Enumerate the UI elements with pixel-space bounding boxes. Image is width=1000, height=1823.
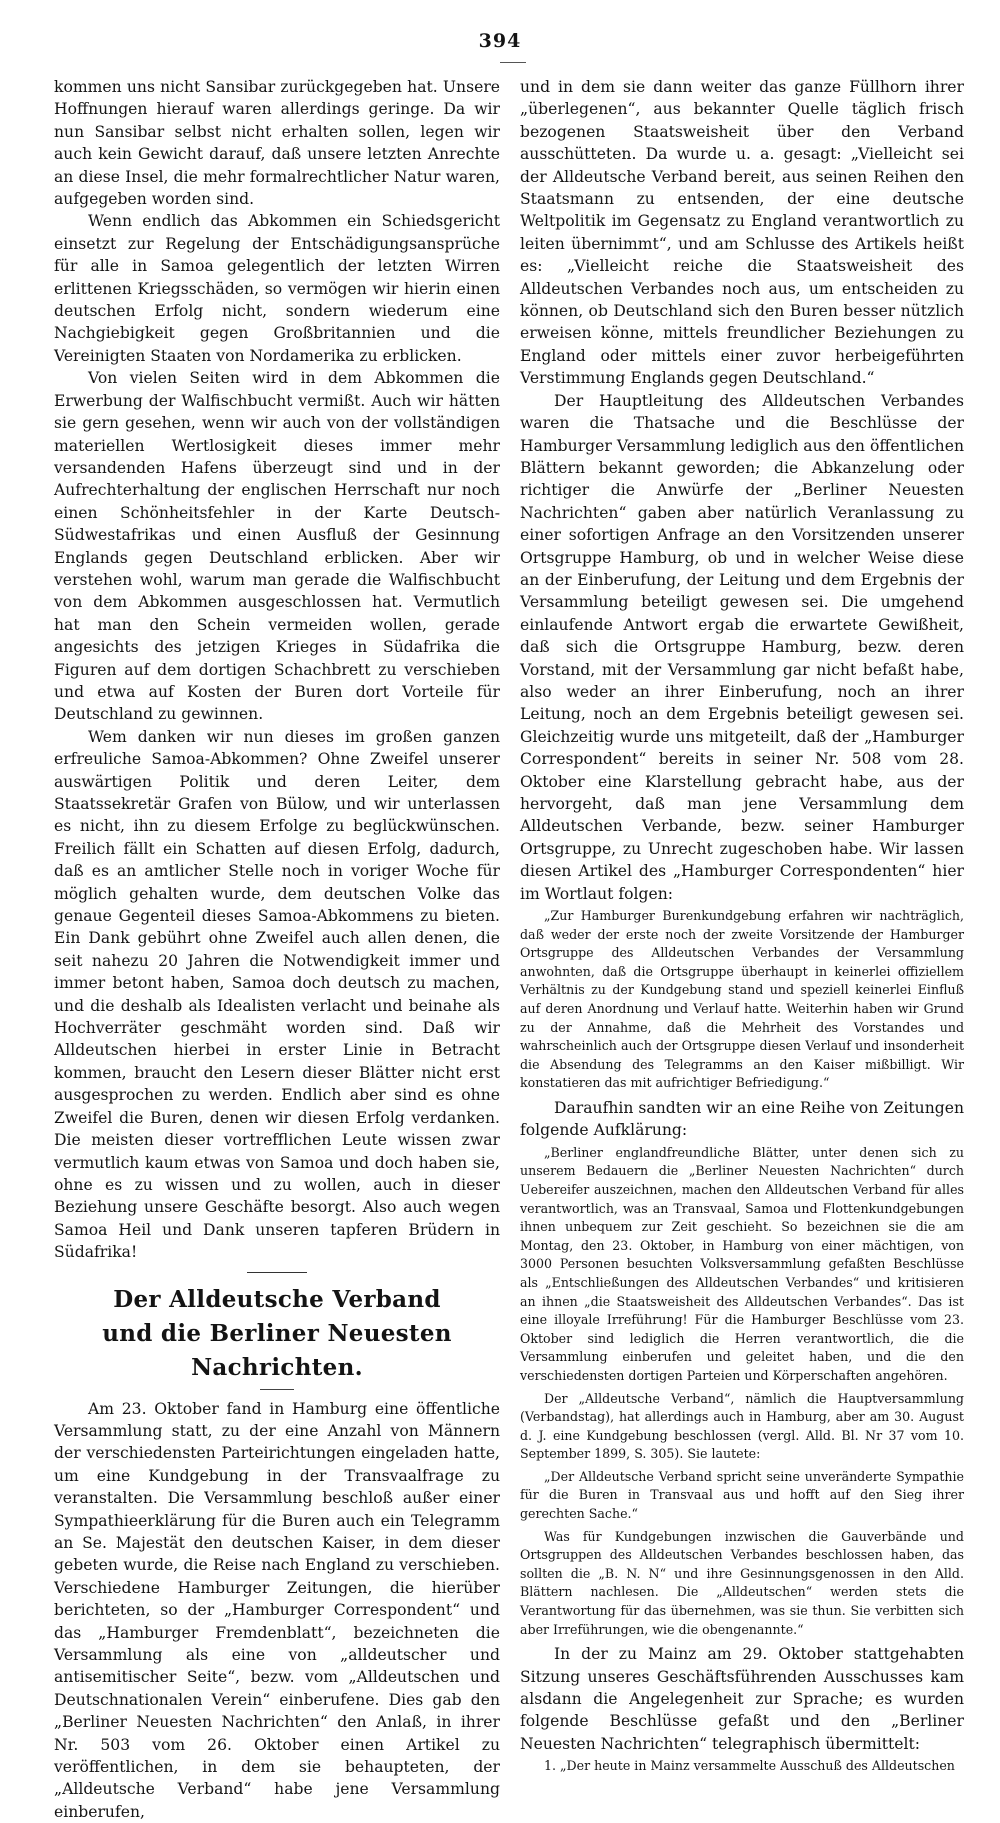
right-column — [520, 76, 964, 1774]
body-paragraph: Wenn endlich das Abkommen ein Schiedsgericht einsetzt zur Regelung der Entschädigungsansprüche für alle in Samoa gelegentlich der letzten Wirren erlittenen Kriegsschäden, so vermögen wir hierin einen deutschen Erfolg nicht, sondern wiederum eine Nachgiebigkeit gegen Großbritannien und die Vereinigten Staaten von Nordamerika zu erblicken. — [54, 212, 500, 365]
section-divider — [247, 1272, 307, 1273]
quoted-statement: Was für Kundgebungen inzwischen die Gauverbände und Ortsgruppen des Alldeutschen Verbandes beschlossen haben, das sollten die „B. N. N“ und ihre Gesinnungsgenossen in den Alld. Blättern nachlesen. Die „Alldeutschen“ werden stets die Verantwortung für das übernehmen, was sie thun. Sie verbitten sich aber Irreführungen, wie die obengenannte.“ — [520, 1528, 964, 1637]
page-number-rule — [500, 62, 526, 63]
body-paragraph: In der zu Mainz am 29. Oktober stattgehabten Sitzung unseres Geschäftsführenden Ausschusses kam alsdann die Angelegenheit zur Sprache; es wurden folgende Beschlüsse gefaßt und den „Berliner Neuesten Nachrichten“ telegraphisch übermittelt: — [520, 1645, 964, 1753]
quoted-statement: Der „Alldeutsche Verband“, nämlich die Hauptversammlung (Verbandstag), hat allerdings auch in Hamburg, aber am 30. August d. J. eine Kundgebung beschlossen (vergl. Alld. Bl. Nr 37 vom 10. September 1899, S. 305). Sie lautete: — [520, 1390, 964, 1462]
article-heading-line-1: Der Alldeutsche Verband — [113, 1285, 441, 1313]
article-paragraph: Am 23. Oktober fand in Hamburg eine öffentliche Versammlung statt, zu der eine Anzahl von Männern der verschiedensten Parteirichtungen eingeladen hatte, um eine Kundgebung in der Transvaalfrage zu veranstalten. Die Versammlung beschloß außer einer Sympathieerklärung für die Buren auch ein Telegramm an Se. Majestät den deutschen Kaiser, in dem dieser gebeten wurde, die Reise nach England zu verschieben. Verschiedene Hamburger Zeitungen, die hierüber berichteten, so der „Hamburger Correspondent“ und das „Hamburger Fremdenblatt“, bezeichneten die Versammlung als eine von „alldeutscher und antisemitischer Seite“, bezw. vom „Alldeutschen und Deutschnationalen Verein“ einberufene. Dies gab den „Berliner Neuesten Nachrichten“ den Anlaß, in ihrer Nr. 503 vom 26. Oktober einen Artikel zu veröffentlichen, in dem sie behaupteten, der „Alldeutsche Verband“ habe jene Versammlung einberufen, — [54, 1399, 500, 1821]
article-heading-line-2: und die Berliner Neuesten Nachrichten. — [102, 1319, 452, 1381]
article-heading — [54, 1283, 500, 1385]
page-number: 394 — [478, 30, 522, 52]
quoted-statement: „Berliner englandfreundliche Blätter, unter denen sich zu unserem Bedauern die „Berliner Neuesten Nachrichten“ durch Uebereifer auszeichnen, machen den Alldeutschen Verband für alles verantwortlich, was an Transvaal, Samoa und Flottenkundgebungen ihnen unbequem zur Zeit geschieht. So bezeichnen sie die am Montag, den 23. Oktober, in Hamburg von einer mächtigen, von 3000 Personen besuchten Volksversammlung gefaßten Beschlüsse als „Entschließungen des Alldeutschen Verbandes“ und kritisieren an ihnen „die Staatsweisheit des Alldeutschen Verbandes“. Das ist eine illoyale Irreführung! Für die Hamburger Beschlüsse vom 23. Oktober sind lediglich die Herren verantwortlich, die die Versammlung einberufen und geleitet haben, und die den verschiedensten dortigen Parteien und Körperschaften angehören. — [520, 1144, 964, 1383]
numbered-item: 1. „Der heute in Mainz versammelte Ausschuß des Alldeutschen — [544, 1758, 955, 1774]
body-paragraph: und in dem sie dann weiter das ganze Füllhorn ihrer „überlegenen“, aus bekannter Quelle täglich frisch bezogenen Staatsweisheit über den Verband ausschütteten. Da wurde u. a. gesagt: „Vielleicht sei der Alldeutsche Verband bereit, aus seinen Reihen den Staatsmann zu entsenden, der eine deutsche Weltpolitik im Gegensatz zu England verantwortlich zu leiten übernimmt“, und am Schlusse des Artikels heißt es: „Vielleicht reiche die Staatsweisheit des Alldeutschen Verbandes noch aus, um entscheiden zu können, ob Deutschland sich den Buren besser nützlich erweisen könne, mittels freundlicher Beziehungen zu England oder mittels einer zuvor herbeigeführten Verstimmung Englands gegen Deutschland.“ — [520, 78, 964, 388]
body-paragraph: Der Hauptleitung des Alldeutschen Verbandes waren die Thatsache und die Beschlüsse der Hamburger Versammlung lediglich aus den öffentlichen Blättern bekannt geworden; die Abkanzelung oder richtiger die Anwürfe der „Berliner Neuesten Nachrichten“ gaben aber natürlich Veranlassung zu einer sofortigen Anfrage an den Vorsitzenden unserer Ortsgruppe Hamburg, ob und in welcher Weise diese an der Einberufung, der Leitung und dem Ergebnis der Versammlung beteiligt gewesen sei. Die umgehend einlaufende Antwort ergab die erwartete Gewißheit, daß sich die Ortsgruppe Hamburg, bezw. deren Vorstand, mit der Versammlung gar nicht befaßt habe, also weder an ihrer Einberufung, noch an ihrer Leitung, noch an dem Ergebnis beteiligt gewesen sei. Gleichzeitig wurde uns mitgeteilt, daß der „Hamburger Correspondent“ bereits in seiner Nr. 508 vom 28. Oktober eine Klarstellung gebracht habe, aus der hervorgeht, daß man jene Versammlung dem Alldeutschen Verbande, bezw. seiner Hamburger Ortsgruppe, zu Unrecht zugeschoben habe. Wir lassen diesen Artikel des „Hamburger Correspondenten“ hier im Wortlaut folgen: — [520, 391, 964, 903]
body-paragraph: Von vielen Seiten wird in dem Abkommen die Erwerbung der Walfischbucht vermißt. Auch wir hätten sie gern gesehen, wenn wir auch von der vollständigen materiellen Wertlosigkeit dieses immer mehr versandenden Hafens überzeugt sind und in der Aufrechterhaltung der englischen Herrschaft nur noch einen Schönheitsfehler in der Karte Deutsch-Südwestafrikas und einen Ausfluß der Gesinnung Englands gegen Deutschland erblicken. Aber wir verstehen wohl, warum man gerade die Walfischbucht von dem Abkommen ausgeschlossen hat. Vermutlich hat man den Schein vermeiden wollen, gerade angesichts des jetzigen Krieges in Südafrika die Figuren auf dem dortigen Schachbrett zu verschieben und etwa auf Kosten der Buren dort Vorteile für Deutschland zu gewinnen. — [54, 369, 500, 724]
body-paragraph: Daraufhin sandten wir an eine Reihe von Zeitungen folgende Aufklärung: — [520, 1098, 964, 1140]
body-paragraph: Wem danken wir nun dieses im großen ganzen erfreuliche Samoa-Abkommen? Ohne Zweifel unserer auswärtigen Politik und deren Leiter, dem Staatssekretär Grafen von Bülow, und wir unterlassen es nicht, ihn zu diesem Erfolge zu beglückwünschen. Freilich fällt ein Schatten auf diesen Erfolg, dadurch, daß es an amtlicher Stelle noch in voriger Woche für möglich gehalten wurde, dem deutschen Volke das genaue Gegenteil dieses Samoa-Abkommens zu bieten. Ein Dank gebührt ohne Zweifel auch allen denen, die seit nahezu 20 Jahren die Notwendigkeit immer und immer betont haben, Samoa doch deutsch zu machen, und die deshalb als Idealisten verlacht und beinahe als Hochverräter geschmäht worden sind. Daß wir Alldeutschen hierbei in erster Linie in Betracht kommen, braucht den Lesern dieser Blätter nicht erst ausgesprochen zu werden. Endlich aber sind es ohne Zweifel die Buren, denen wir diesen Erfolg verdanken. Die meisten dieser vortrefflichen Leute wissen zwar vermutlich kaum etwas von Samoa und doch haben sie, ohne es zu wissen und zu wollen, auch in dieser Beziehung unsere Geschäfte besorgt. Also auch wegen Samoa Heil und Dank unseren tapferen Brüdern in Südafrika! — [54, 727, 500, 1262]
left-column — [54, 76, 500, 1821]
heading-rule — [260, 1389, 294, 1390]
quoted-resolution: „Der Alldeutsche Verband spricht seine unveränderte Sympathie für die Buren in Transvaal aus und hofft auf den Sieg ihrer gerechten Sache.“ — [520, 1468, 964, 1522]
body-paragraph: kommen uns nicht Sansibar zurückgegeben hat. Unsere Hoffnungen hierauf waren allerdings geringe. Da wir nun Sansibar selbst nicht erhalten sollen, legen wir auch kein Gewicht darauf, daß unsere letzten Anrechte an diese Insel, die mehr formalrechtlicher Natur waren, aufgegeben worden sind. — [54, 78, 500, 209]
quoted-article: „Zur Hamburger Burenkundgebung erfahren wir nachträglich, daß weder der erste noch der zweite Vorsitzende der Hamburger Ortsgruppe des Alldeutschen Verbandes der Versammlung anwohnten, daß die Ortsgruppe überhaupt in keinerlei offiziellem Verhältnis zu der Kundgebung stand und speziell keinerlei Einfluß auf deren Anordnung und Verlauf hatte. Weiterhin haben wir Grund zu der Annahme, daß die Mehrheit des Vorstandes und wahrscheinlich auch der Ortsgruppe diesen Verlauf und insonderheit die Absendung des Telegramms an den Kaiser mißbilligt. Wir konstatieren das mit aufrichtiger Befriedigung.“ — [520, 908, 964, 1091]
